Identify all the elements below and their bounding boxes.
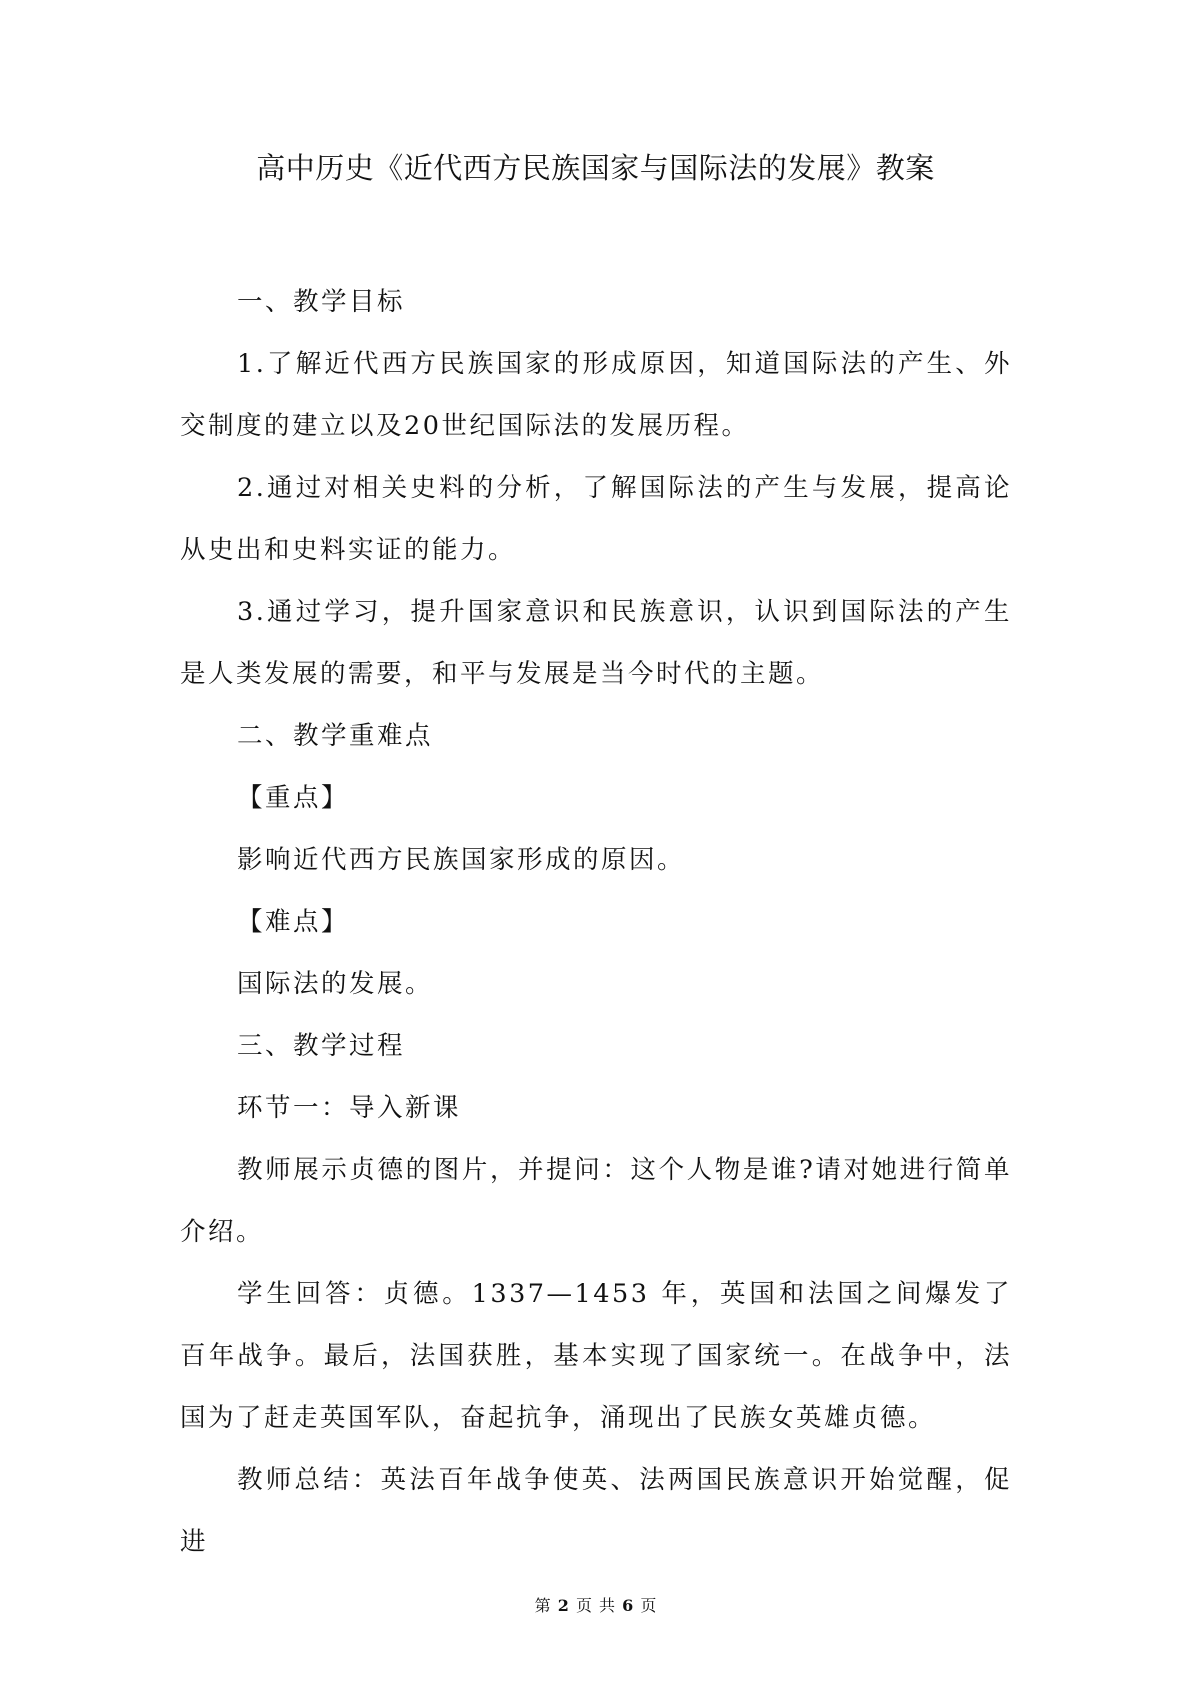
difficulty-text: 国际法的发展。 (237, 969, 434, 999)
footer-prefix: 第 (534, 1596, 551, 1615)
objective-2: 2.通过对相关史料的分析，了解国际法的产生与发展，提高论从史出和史料实证的能力。 (180, 473, 1012, 565)
student-answer: 学生回答：贞德。1337—1453 年，英国和法国之间爆发了百年战争。最后，法国获胜，基本实现了国家统一。在战争中，法国为了赶走英国军队，奋起抗争，涌现出了民族女英雄贞德。 (180, 1279, 1012, 1433)
footer-total-pages: 6 (622, 1596, 634, 1615)
section-heading-key-points: 二、教学重难点 (237, 721, 434, 751)
footer-suffix: 页 (640, 1596, 657, 1615)
objective-1: 1.了解近代西方民族国家的形成原因，知道国际法的产生、外交制度的建立以及20世纪国际法的发展历程。 (180, 349, 1012, 441)
key-point-label: 【重点】 (237, 783, 350, 813)
key-point-text: 影响近代西方民族国家形成的原因。 (237, 845, 686, 875)
footer-page-number: 2 (557, 1596, 569, 1615)
footer-middle: 页 共 (575, 1596, 616, 1615)
section-heading-objectives: 一、教学目标 (237, 287, 406, 317)
page-footer (0, 1595, 1191, 1617)
step-1-heading: 环节一：导入新课 (237, 1093, 462, 1123)
teacher-question: 教师展示贞德的图片，并提问：这个人物是谁?请对她进行简单介绍。 (180, 1155, 1012, 1247)
teacher-summary: 教师总结：英法百年战争使英、法两国民族意识开始觉醒，促进 (180, 1465, 1012, 1557)
document-body (180, 271, 1012, 1573)
difficulty-label: 【难点】 (237, 907, 350, 937)
document-title: 高中历史《近代西方民族国家与国际法的发展》教案 (256, 151, 935, 185)
section-heading-process: 三、教学过程 (237, 1031, 406, 1061)
objective-3: 3.通过学习，提升国家意识和民族意识，认识到国际法的产生是人类发展的需要，和平与发展是当今时代的主题。 (180, 597, 1012, 689)
